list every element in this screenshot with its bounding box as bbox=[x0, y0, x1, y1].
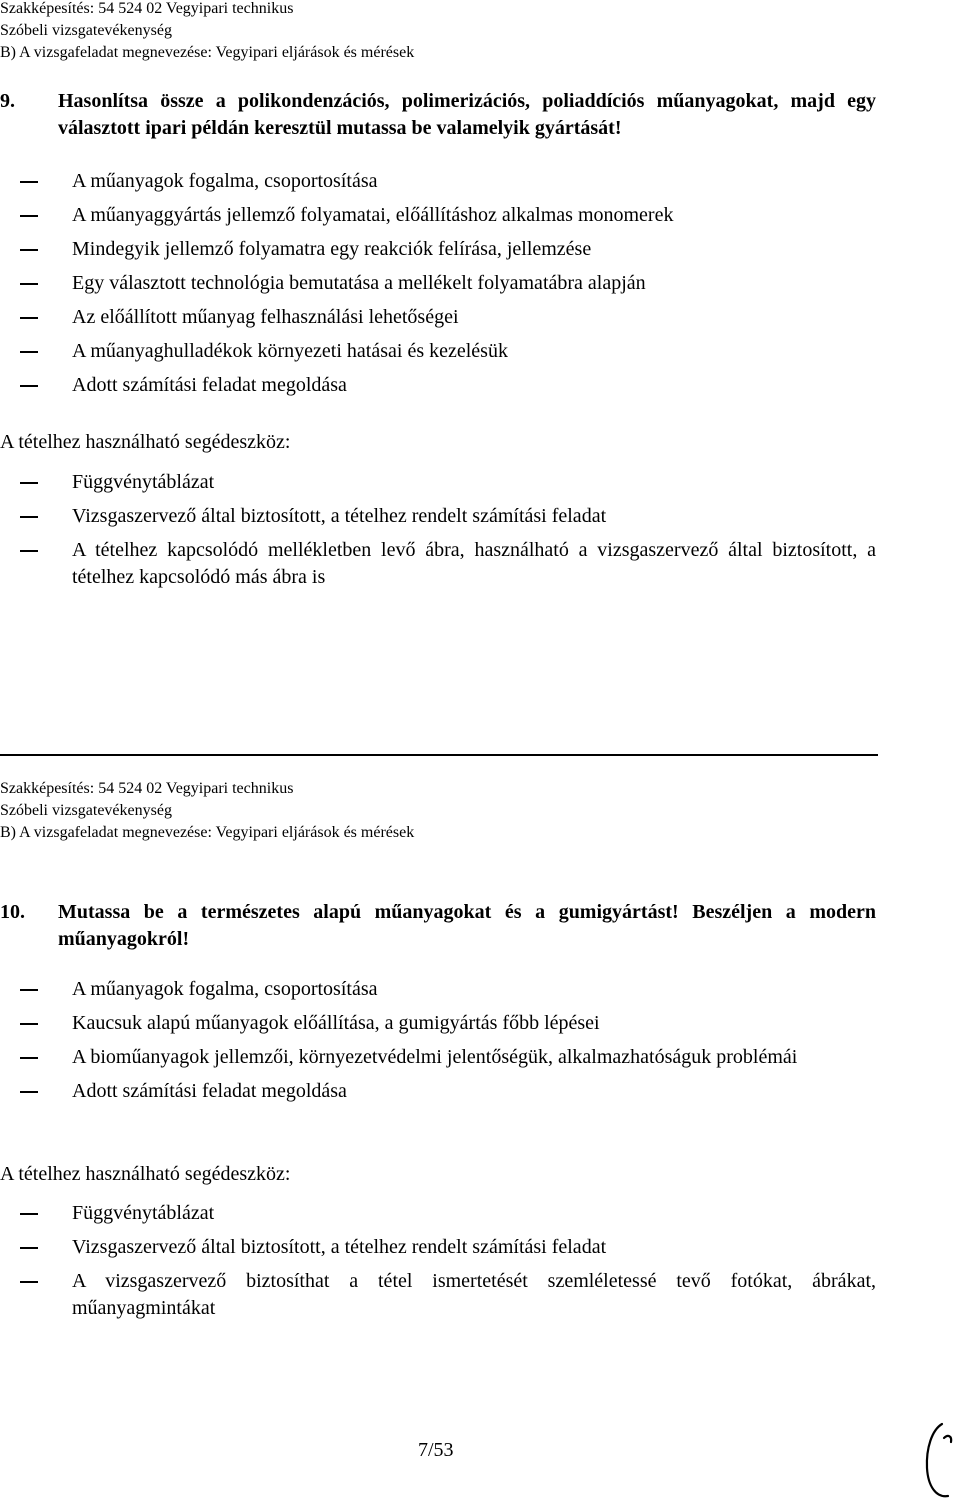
header-task-name: B) A vizsgafeladat megnevezése: Vegyipari eljárások és mérések bbox=[0, 824, 415, 841]
question-text: Mutassa be a természetes alapú műanyagokat és a gumigyártást! Beszéljen a modern műanyagokról! bbox=[58, 901, 876, 950]
page-number: 7/53 bbox=[418, 1439, 454, 1461]
tools-label: A tételhez használható segédeszköz: bbox=[0, 431, 291, 453]
dash-bullet-icon bbox=[20, 516, 38, 518]
list-item: A műanyaggyártás jellemző folyamatai, előállításhoz alkalmas monomerek bbox=[0, 202, 876, 229]
question-9-title bbox=[0, 88, 876, 142]
list-item: Függvénytáblázat bbox=[0, 1200, 876, 1227]
list-item: Kaucsuk alapú műanyagok előállítása, a gumigyártás főbb lépései bbox=[0, 1010, 876, 1037]
page-header bbox=[0, 0, 414, 64]
handwritten-mark-icon bbox=[918, 1420, 958, 1503]
header-qualification: Szakképesítés: 54 524 02 Vegyipari technikus bbox=[0, 0, 294, 17]
list-item: Vizsgaszervező által biztosított, a tételhez rendelt számítási feladat bbox=[0, 1234, 876, 1261]
dash-bullet-icon bbox=[20, 482, 38, 484]
header-exam-type: Szóbeli vizsgatevékenység bbox=[0, 22, 172, 39]
page-header bbox=[0, 778, 414, 844]
question-9-tools bbox=[0, 469, 876, 591]
header-exam-type: Szóbeli vizsgatevékenység bbox=[0, 802, 172, 819]
question-9-topics bbox=[0, 168, 876, 399]
tools-label: A tételhez használható segédeszköz: bbox=[0, 1163, 291, 1185]
list-item: Adott számítási feladat megoldása bbox=[0, 372, 876, 399]
dash-bullet-icon bbox=[20, 1091, 38, 1093]
dash-bullet-icon bbox=[20, 385, 38, 387]
list-item: Mindegyik jellemző folyamatra egy reakciók felírása, jellemzése bbox=[0, 236, 876, 263]
dash-bullet-icon bbox=[20, 550, 38, 552]
list-item: A tételhez kapcsolódó mellékletben levő ábra, használható a vizsgaszervező által biztosított, a tételhez kapcsolódó más ábra is bbox=[0, 537, 876, 591]
question-10-tools bbox=[0, 1200, 876, 1322]
header-task-name: B) A vizsgafeladat megnevezése: Vegyipari eljárások és mérések bbox=[0, 44, 415, 61]
list-item: Vizsgaszervező által biztosított, a tételhez rendelt számítási feladat bbox=[0, 503, 876, 530]
dash-bullet-icon bbox=[20, 1247, 38, 1249]
page-divider bbox=[0, 754, 878, 756]
dash-bullet-icon bbox=[20, 1281, 38, 1283]
list-item: Az előállított műanyag felhasználási lehetőségei bbox=[0, 304, 876, 331]
question-number: 9. bbox=[0, 90, 15, 112]
dash-bullet-icon bbox=[20, 1023, 38, 1025]
dash-bullet-icon bbox=[20, 1057, 38, 1059]
dash-bullet-icon bbox=[20, 215, 38, 217]
list-item: A műanyagok fogalma, csoportosítása bbox=[0, 168, 876, 195]
question-10-topics bbox=[0, 976, 876, 1105]
question-text: Hasonlítsa össze a polikondenzációs, polimerizációs, poliaddíciós műanyagokat, majd egy választott ipari példán keresztül mutassa be valamelyik gyártását! bbox=[58, 90, 876, 139]
list-item: A műanyaghulladékok környezeti hatásai és kezelésük bbox=[0, 338, 876, 365]
list-item: Adott számítási feladat megoldása bbox=[0, 1078, 876, 1105]
list-item: A vizsgaszervező biztosíthat a tétel ismertetését szemléletessé tevő fotókat, ábrákat, műanyagmintákat bbox=[0, 1268, 876, 1322]
dash-bullet-icon bbox=[20, 351, 38, 353]
dash-bullet-icon bbox=[20, 181, 38, 183]
list-item: Függvénytáblázat bbox=[0, 469, 876, 496]
list-item: A műanyagok fogalma, csoportosítása bbox=[0, 976, 876, 1003]
question-number: 10. bbox=[0, 901, 25, 923]
dash-bullet-icon bbox=[20, 249, 38, 251]
dash-bullet-icon bbox=[20, 317, 38, 319]
question-10-title bbox=[0, 899, 876, 953]
dash-bullet-icon bbox=[20, 1213, 38, 1215]
dash-bullet-icon bbox=[20, 283, 38, 285]
list-item: Egy választott technológia bemutatása a mellékelt folyamatábra alapján bbox=[0, 270, 876, 297]
header-qualification: Szakképesítés: 54 524 02 Vegyipari technikus bbox=[0, 780, 294, 797]
dash-bullet-icon bbox=[20, 989, 38, 991]
list-item: A bioműanyagok jellemzői, környezetvédelmi jelentőségük, alkalmazhatóságuk problémái bbox=[0, 1044, 876, 1071]
